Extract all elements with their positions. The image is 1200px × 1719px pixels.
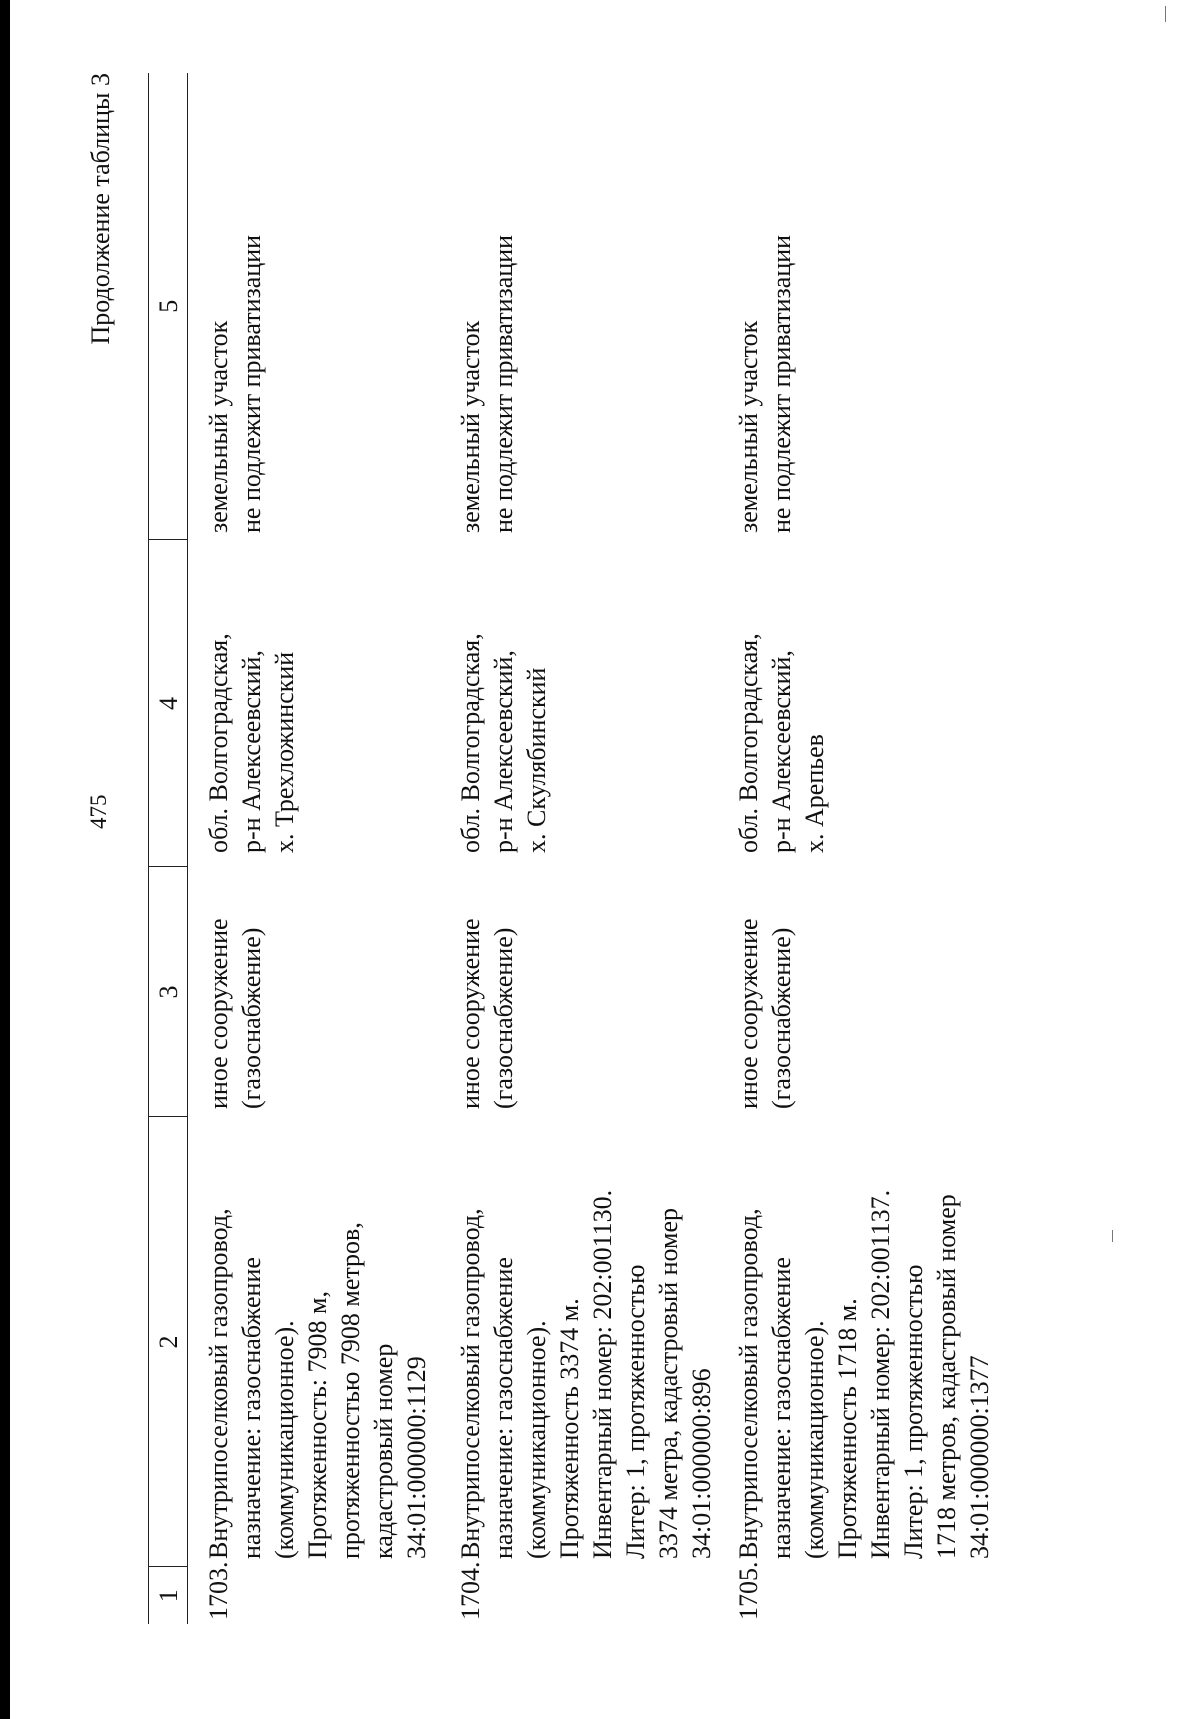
address-cell [440, 540, 718, 867]
description-line: Внутрипоселковый газопровод, [204, 1208, 233, 1559]
address-line: х. Трехложинский [270, 651, 299, 853]
address-line: х. Скулябинский [522, 667, 551, 853]
description-line: Протяженность 3374 м. [555, 1298, 584, 1559]
note-cell [188, 73, 441, 540]
description-line: Внутрипоселковый газопровод, [734, 1208, 763, 1559]
description-line: (коммуникационное). [522, 1320, 551, 1559]
description-line: 34:01:000000:1377 [965, 1355, 994, 1559]
description-line: Инвентарный номер: 202:001130. [588, 1189, 617, 1559]
description-line: 3374 метра, кадастровый номер [654, 1207, 683, 1559]
object-type-cell [188, 867, 441, 1117]
object-type-cell [718, 867, 996, 1117]
note-line: не подлежит приватизации [767, 234, 796, 533]
note-line: земельный участок [734, 320, 763, 533]
address-line: р-н Алексеевский, [489, 650, 518, 853]
note-cell [718, 73, 996, 540]
description-line: назначение: газоснабжение [489, 1257, 518, 1559]
row-number: 1703. [204, 1561, 233, 1620]
note-line: не подлежит приватизации [237, 234, 266, 533]
description-cell [188, 1117, 441, 1567]
description-line: (коммуникационное). [270, 1320, 299, 1559]
description-cell [718, 1117, 996, 1567]
column-header: 2 [149, 1117, 188, 1567]
description-cell [440, 1117, 718, 1567]
row-number-cell [188, 1561, 441, 1624]
description-line: Инвентарный номер: 202:001137. [866, 1189, 895, 1559]
address-line: р-н Алексеевский, [767, 650, 796, 853]
property-registry-table [148, 73, 996, 1624]
description-line: 34:01:000000:896 [687, 1368, 716, 1559]
note-cell [440, 73, 718, 540]
table-header-row [149, 73, 188, 1624]
description-line: Внутрипоселковый газопровод, [456, 1208, 485, 1559]
description-line: Литер: 1, протяженностью [621, 1264, 650, 1559]
row-number: 1705. [734, 1561, 763, 1620]
description-line: назначение: газоснабжение [767, 1257, 796, 1559]
description-line: протяженностью 7908 метров, [336, 1222, 365, 1559]
column-header: 3 [149, 867, 188, 1117]
object-type-line: иное сооружение [734, 918, 763, 1109]
description-line: кадастровый номер [369, 1343, 398, 1559]
row-number-cell [440, 1561, 718, 1624]
address-cell [188, 540, 441, 867]
address-line: обл. Волгоградская, [204, 633, 233, 853]
description-line: Протяженность: 7908 м, [303, 1291, 332, 1559]
table-row [440, 73, 718, 1624]
note-line: земельный участок [204, 320, 233, 533]
table-row [718, 73, 996, 1624]
address-line: обл. Волгоградская, [456, 633, 485, 853]
description-line: 1718 метров, кадастровый номер [932, 1194, 961, 1559]
description-line: 34:01:000000:1129 [402, 1356, 431, 1559]
address-line: х. Арепьев [800, 734, 829, 853]
object-type-cell [440, 867, 718, 1117]
object-type-line: (газоснабжение) [237, 927, 266, 1109]
description-line: Литер: 1, протяженностью [899, 1264, 928, 1559]
note-line: земельный участок [456, 320, 485, 533]
column-header: 5 [149, 73, 188, 540]
object-type-line: (газоснабжение) [489, 927, 518, 1109]
address-cell [718, 540, 996, 867]
object-type-line: иное сооружение [204, 918, 233, 1109]
description-line: (коммуникационное). [800, 1320, 829, 1559]
row-number-cell [718, 1561, 996, 1624]
address-line: обл. Волгоградская, [734, 633, 763, 853]
column-header: 1 [149, 1567, 188, 1624]
table-row [188, 73, 441, 1624]
column-header: 4 [149, 540, 188, 867]
object-type-line: иное сооружение [456, 918, 485, 1109]
note-line: не подлежит приватизации [489, 234, 518, 533]
address-line: р-н Алексеевский, [237, 650, 266, 853]
description-line: Протяженность 1718 м. [833, 1298, 862, 1559]
description-line: назначение: газоснабжение [237, 1257, 266, 1559]
row-number: 1704. [456, 1561, 485, 1620]
page-number: 475 [86, 794, 111, 829]
table-continuation-label: Продолжение таблицы 3 [86, 73, 115, 345]
object-type-line: (газоснабжение) [767, 927, 796, 1109]
